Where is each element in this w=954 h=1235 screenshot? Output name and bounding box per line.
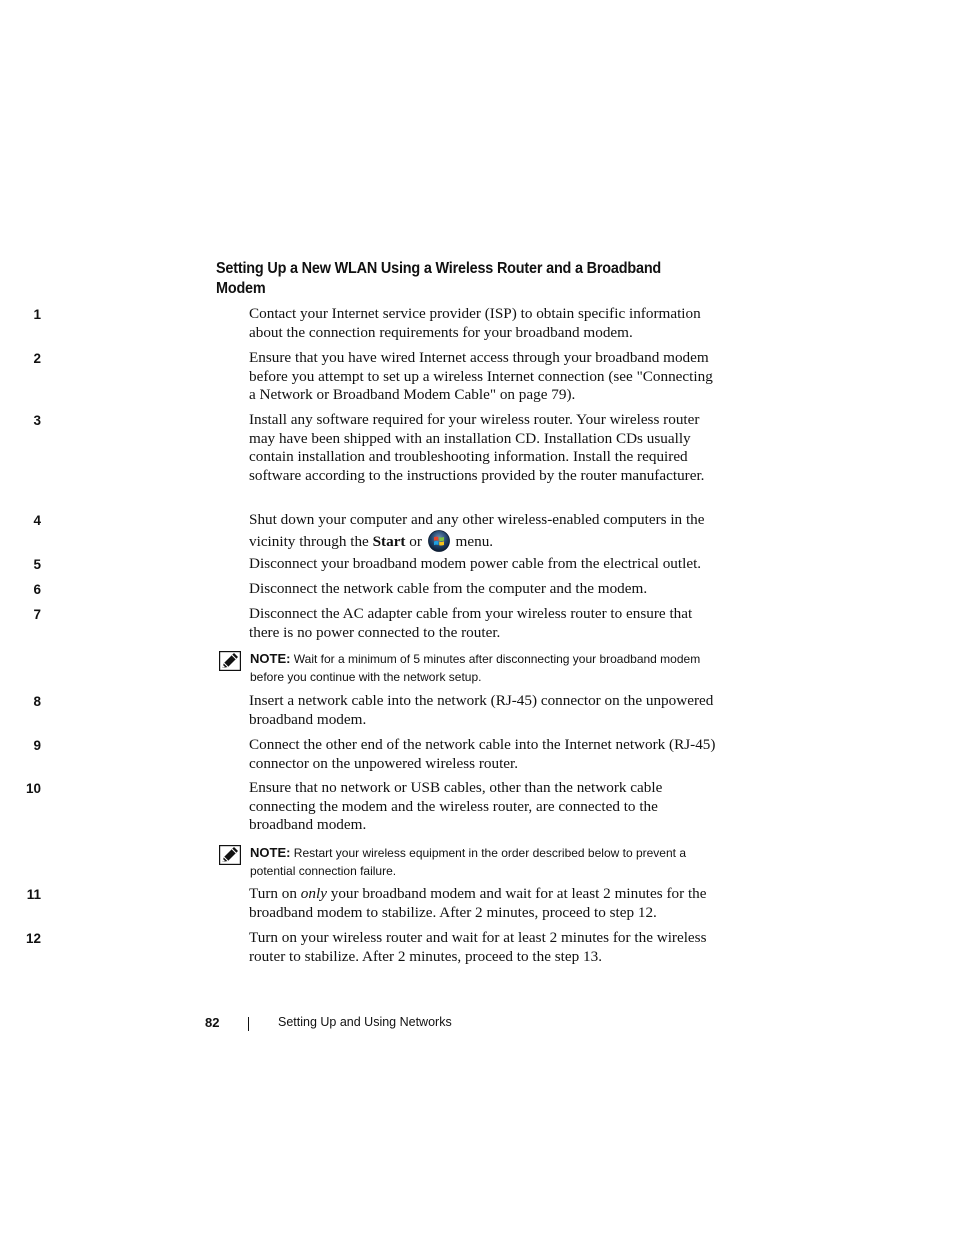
step-number: 3 <box>33 413 41 428</box>
note-label: NOTE: <box>250 845 291 860</box>
step-text-part: or <box>405 532 426 550</box>
step-text: Disconnect the network cable from the computer and the modem. <box>249 580 648 597</box>
step-number: 9 <box>33 738 41 753</box>
note-body: Wait for a minimum of 5 minutes after disconnecting your broadband modem before you continue with the network setup. <box>250 652 701 684</box>
note-text <box>250 650 716 686</box>
step-text: Install any software required for your wireless router. Your wireless router may have been shipped with an installation CD. Installation CDs usually contain installation and troubleshooting information. Install the required software according to the instructions provided by the router manufacturer. <box>249 411 705 484</box>
step-number: 5 <box>33 557 41 572</box>
footer-divider <box>248 1017 249 1031</box>
step-text: Connect the other end of the network cable into the Internet network (RJ-45) connector on the unpowered wireless router. <box>249 736 716 772</box>
note-text <box>250 844 716 880</box>
step-text-part: your broadband modem and wait for at least 2 minutes for the broadband modem to stabilize. After 2 minutes, proceed to step 12. <box>249 885 707 921</box>
note-pencil-icon <box>219 651 241 671</box>
step-text <box>249 885 717 922</box>
step-number: 12 <box>25 931 41 946</box>
step-text: Disconnect your broadband modem power cable from the electrical outlet. <box>249 555 702 572</box>
step-number: 1 <box>33 307 41 322</box>
step-number: 7 <box>33 607 41 622</box>
step-text: Ensure that you have wired Internet access through your broadband modem before you attempt to set up a wireless Internet connection (see "Connecting a Network or Broadband Modem Cable" on page 79). <box>249 349 713 404</box>
note-body: Restart your wireless equipment in the order described below to prevent a potential connection failure. <box>250 846 686 878</box>
step-text: Turn on your wireless router and wait for at least 2 minutes for the wireless router to stabilize. After 2 minutes, proceed to the step 13. <box>249 929 707 965</box>
step-text-part: menu. <box>451 532 494 550</box>
step-number: 2 <box>33 351 41 366</box>
windows-start-icon <box>428 530 450 552</box>
step-text: Ensure that no network or USB cables, other than the network cable connecting the modem and the wireless router, are connected to the broadband modem. <box>249 779 663 834</box>
note-pencil-icon <box>219 845 241 865</box>
start-menu-label: Start <box>372 532 406 550</box>
step-number: 8 <box>33 694 41 709</box>
emphasis-text: only <box>300 885 327 902</box>
step-number: 4 <box>33 513 41 528</box>
section-heading: Setting Up a New WLAN Using a Wireless Router and a Broadband Modem <box>216 260 662 297</box>
page-number: 82 <box>205 1015 220 1030</box>
step-text-part: Turn on <box>249 885 301 902</box>
step-number: 10 <box>25 781 41 796</box>
step-text <box>249 511 717 552</box>
step-text: Insert a network cable into the network (RJ-45) connector on the unpowered broadband modem. <box>249 692 714 728</box>
step-text-part: Shut down your computer and any other wireless-enabled computers in the vicinity through the <box>249 511 705 550</box>
step-number: 11 <box>26 887 41 902</box>
note-label: NOTE: <box>250 651 291 666</box>
footer-section-title: Setting Up and Using Networks <box>278 1015 452 1029</box>
step-number: 6 <box>33 582 41 597</box>
step-text: Disconnect the AC adapter cable from your wireless router to ensure that there is no power connected to the router. <box>249 605 693 641</box>
step-text: Contact your Internet service provider (ISP) to obtain specific information about the connection requirements for your broadband modem. <box>249 305 701 341</box>
